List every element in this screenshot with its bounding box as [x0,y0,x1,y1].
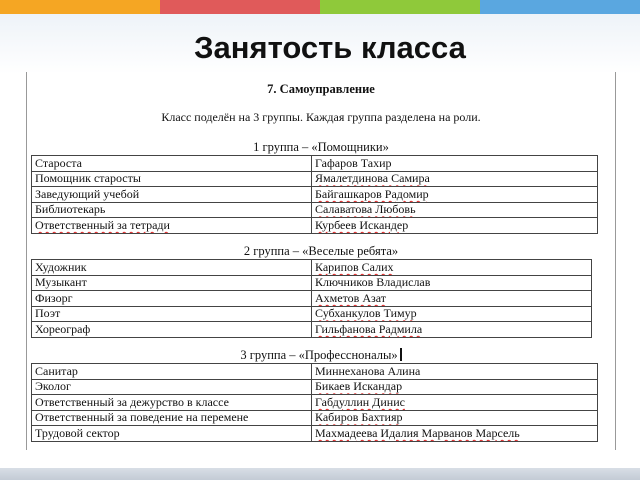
role-cell: Староста [32,156,312,172]
bottom-bar [0,468,640,480]
name-cell: Махмадеева Идалия Марванов Марсель [312,426,598,442]
band-segment-orange [0,0,160,14]
role-cell: Физорг [32,291,312,307]
table-row [32,171,598,187]
section-title: 7. Самоуправление [267,82,375,96]
table-row [32,410,598,426]
name-cell: Ямалетдинова Самира [312,171,598,187]
group-1-table [31,155,598,234]
role-cell: Ответственный за тетради [32,218,312,234]
name-cell: Байгашкаров Радомир [312,187,598,203]
group-2-title: 2 группа – «Веселые ребята» [243,244,399,258]
group-3-table [31,363,598,442]
role-cell: Эколог [32,379,312,395]
role-cell: Художник [32,260,312,276]
group-2-table [31,259,592,338]
role-cell: Хореограф [32,322,312,338]
name-cell: Миннеханова Алина [312,364,598,380]
slide-title: Занятость класса [194,30,466,65]
name-cell: Габдуллин Динис [312,395,598,411]
table-row [32,218,598,234]
band-segment-green [320,0,480,14]
table-row [32,275,592,291]
name-cell: Кабиров Бахтияр [312,410,598,426]
table-row [32,426,598,442]
role-cell: Поэт [32,306,312,322]
group-3-title [27,348,615,363]
table-row [32,156,598,172]
name-cell: Салаватова Любовь [312,202,598,218]
group-3-title-text: 3 группа – «Профессноналы» [240,348,398,362]
text-cursor-icon [400,348,402,361]
top-color-band [0,0,640,14]
name-cell: Ахметов Азат [312,291,592,307]
table-row [32,379,598,395]
table-row [32,202,598,218]
table-row [32,187,598,203]
name-cell: Гильфанова Радмила [312,322,592,338]
role-cell: Библиотекарь [32,202,312,218]
role-cell: Трудовой сектор [32,426,312,442]
document-image [26,72,616,450]
table-row [32,260,592,276]
role-cell: Заведующий учебой [32,187,312,203]
role-cell: Санитар [32,364,312,380]
table-row [32,322,592,338]
table-row [32,364,598,380]
table-row [32,291,592,307]
role-cell: Помощник старосты [32,171,312,187]
band-segment-red [160,0,320,14]
name-cell: Карипов Салих [312,260,592,276]
name-cell: Курбеев Искандер [312,218,598,234]
intro-text: Класс поделён на 3 группы. Каждая группа разделена на роли. [161,110,481,124]
role-cell: Ответственный за поведение на перемене [32,410,312,426]
role-cell: Музыкант [32,275,312,291]
name-cell: Гафаров Тахир [312,156,598,172]
role-cell: Ответственный за дежурство в классе [32,395,312,411]
group-1-title: 1 группа – «Помощники» [253,140,389,154]
table-row [32,306,592,322]
name-cell: Ключников Владислав [312,275,592,291]
table-row [32,395,598,411]
name-cell: Субханкулов Тимур [312,306,592,322]
name-cell: Бикаев Искандар [312,379,598,395]
band-segment-blue [480,0,640,14]
